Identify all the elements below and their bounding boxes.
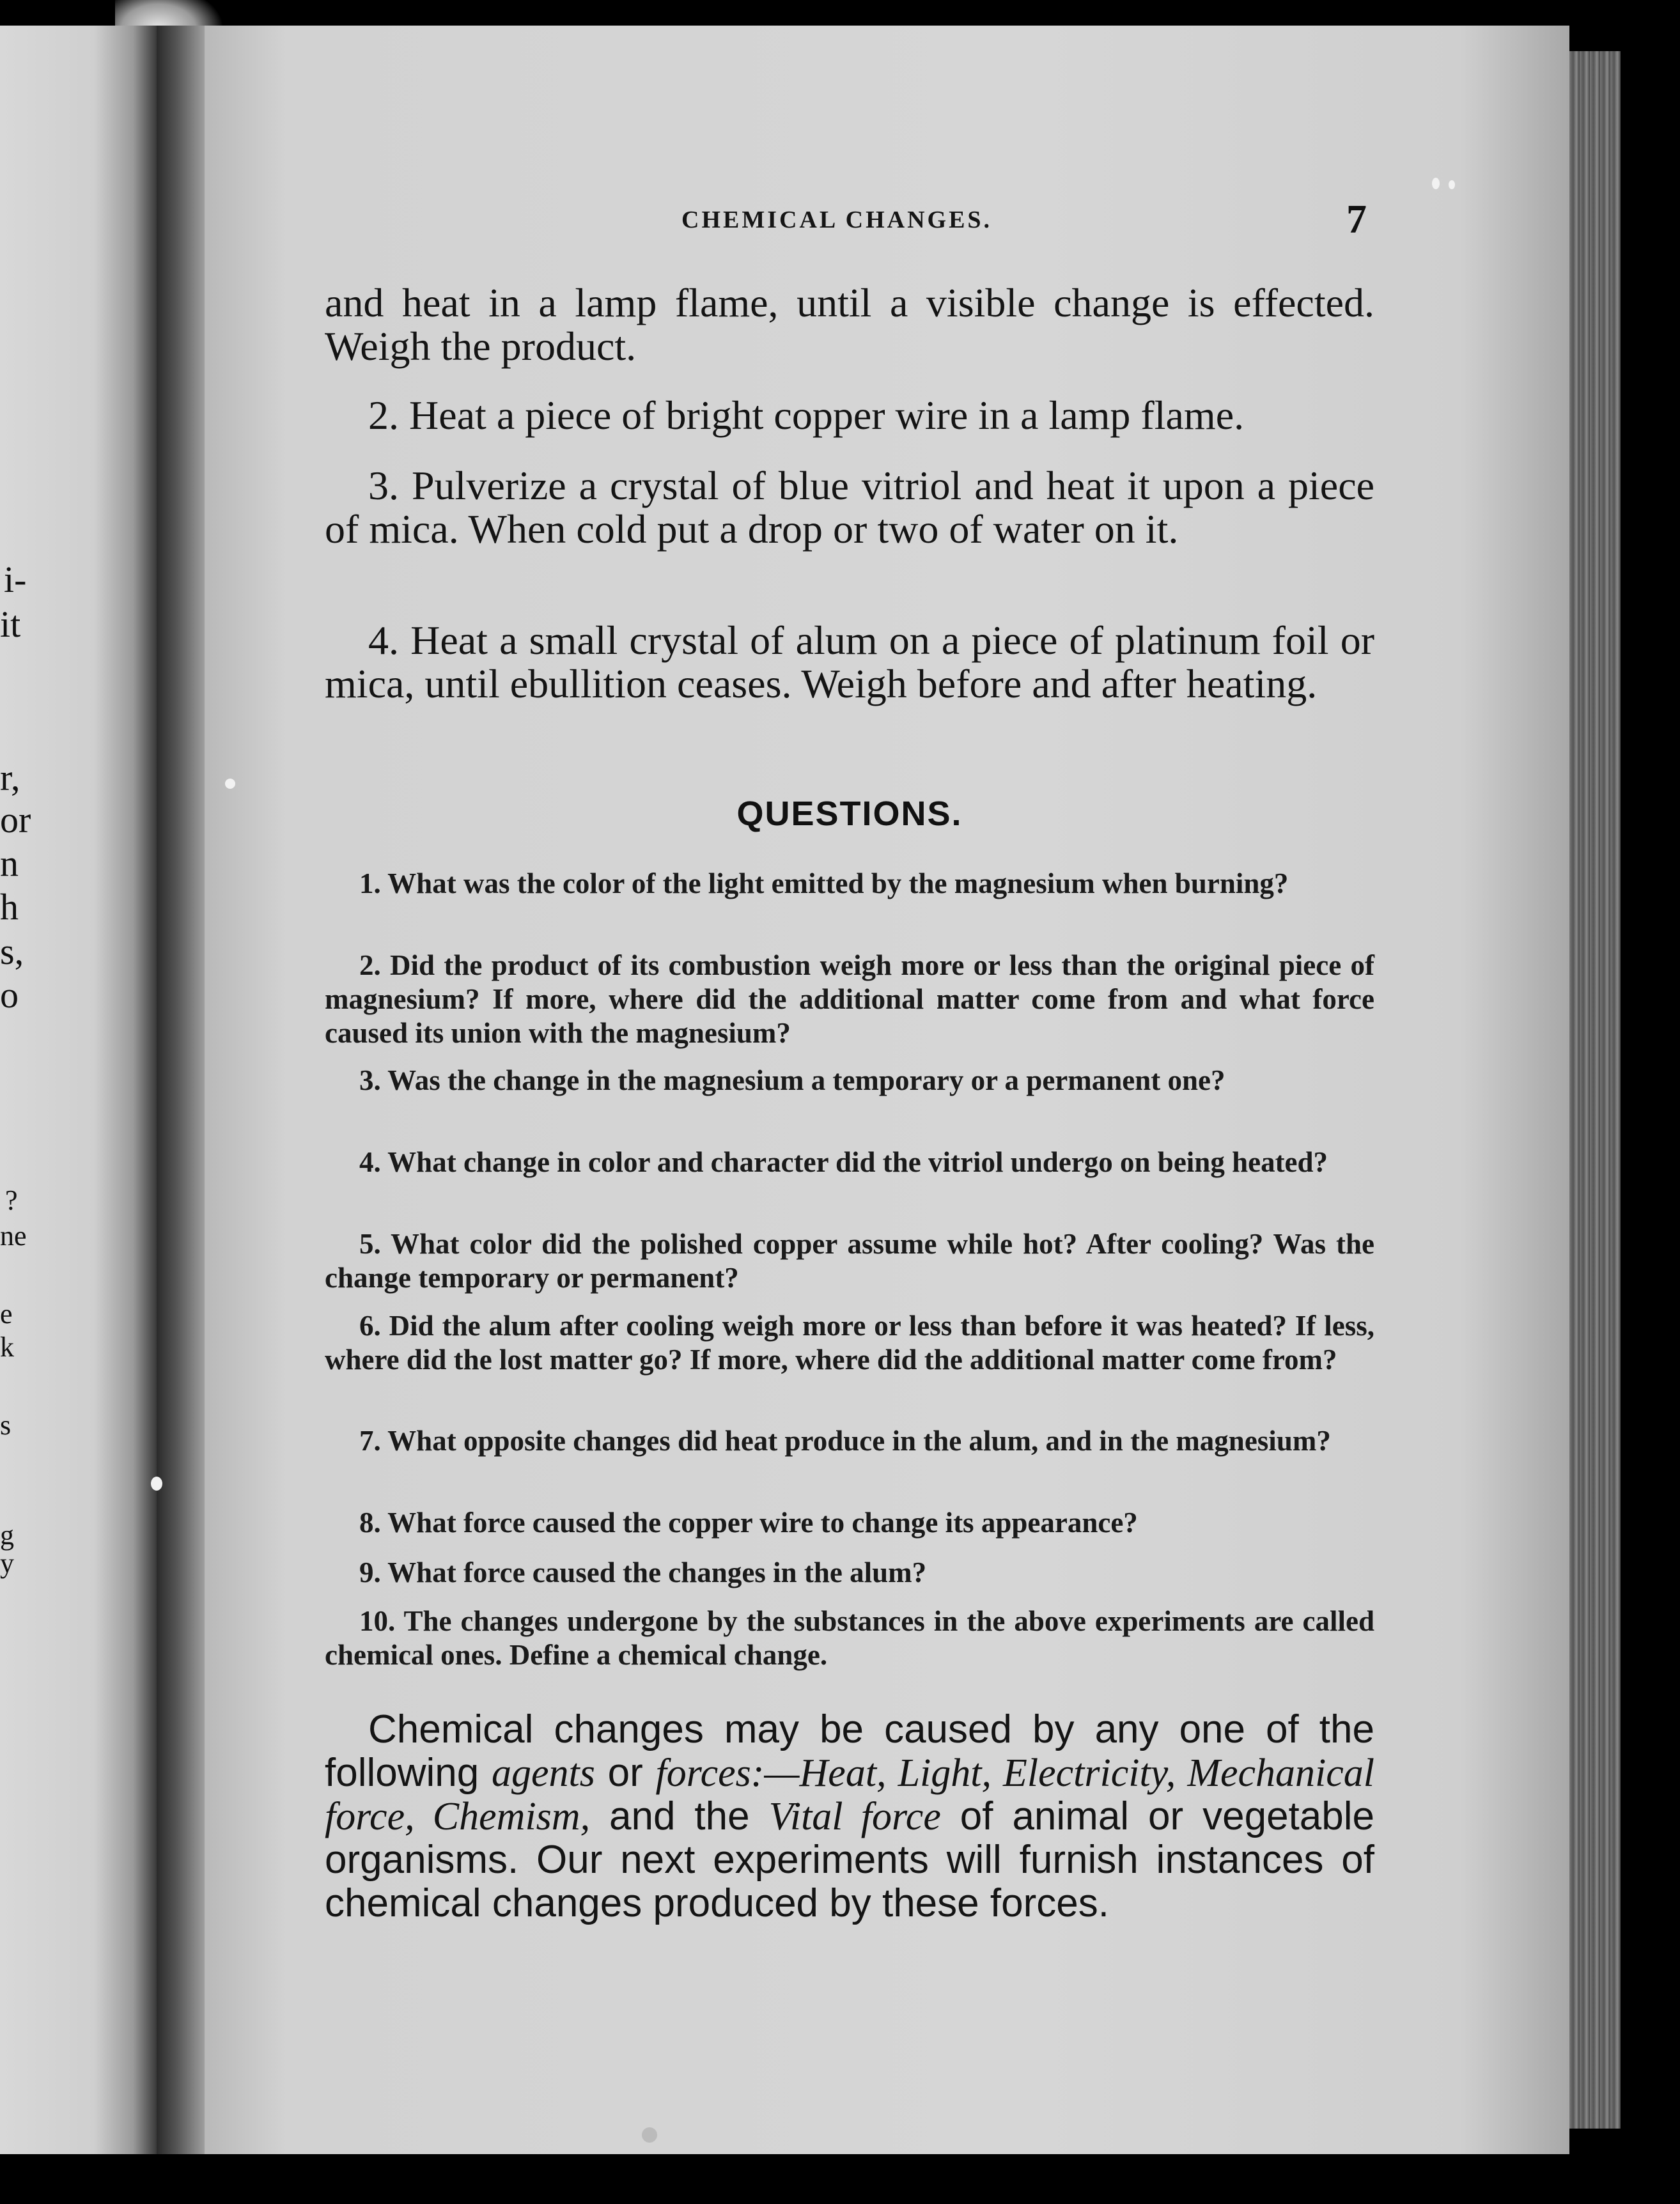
scan-speck	[151, 1477, 162, 1491]
scan-speck	[1432, 178, 1440, 189]
closing-text: of animal or vegetable organisms. Our next experiments will furnish instances of chemical changes produced by these forces.	[325, 1794, 1374, 1925]
question-item: 1. What was the color of the light emitted by the magnesium when burning?	[359, 867, 1289, 899]
page-stack-edge	[1569, 51, 1621, 2129]
left-page-fragment: h	[0, 886, 19, 927]
question-item: 3. Was the change in the magnesium a temporary or a permanent one?	[359, 1064, 1225, 1096]
left-page-fragment: ne	[0, 1220, 27, 1252]
left-page-fragment: it	[0, 603, 21, 645]
left-page-fragment: n	[0, 842, 19, 884]
question-item: 7. What opposite changes did heat produce in the alum, and in the magnesium?	[359, 1425, 1331, 1457]
experiment-4	[325, 619, 1374, 706]
paragraph-text: and heat in a lamp flame, until a visible change is effected. Weigh the product.	[325, 280, 1374, 369]
left-page-fragment: s	[0, 1409, 12, 1441]
scan-speck	[1449, 180, 1455, 189]
questions-heading: QUESTIONS.	[736, 795, 963, 833]
left-page-fragment: i-	[4, 559, 27, 600]
left-page-fragment: o	[0, 974, 19, 1016]
question-item: 8. What force caused the copper wire to change its appearance?	[359, 1507, 1138, 1539]
left-page-fragment: or	[0, 799, 31, 841]
closing-text: Chemical changes may be caused by any one of the following	[325, 1707, 1374, 1795]
closing-italic: forces:—Heat, Light, Electricity, Mechanical force, Chemism,	[325, 1751, 1374, 1838]
left-page-fragment: ?	[5, 1184, 18, 1216]
question-item: 4. What change in color and character did the vitriol undergo on being heated?	[359, 1146, 1328, 1178]
question-item: 6. Did the alum after cooling weigh more or less than before it was heated? If less, where did the lost matter go? If more, where did the additional matter come from?	[325, 1310, 1374, 1376]
question-item: 10. The changes undergone by the substances in the above experiments are called chemical ones. Define a chemical change.	[325, 1605, 1374, 1671]
closing-text: and the	[590, 1794, 769, 1838]
left-page-fragment: y	[0, 1548, 14, 1579]
question-item: 2. Did the product of its combustion weigh more or less than the original piece of magnesium? If more, where did the additional matter come from and what force caused its union with the magnesium?	[325, 949, 1374, 1049]
left-page-fragment: s,	[0, 931, 24, 972]
paragraph-continuation	[325, 281, 1374, 368]
paragraph-text: 4. Heat a small crystal of alum on a piece of platinum foil or mica, until ebullition ceases. Weigh before and after heating.	[325, 617, 1374, 706]
left-page-fragment: g	[0, 1519, 14, 1551]
closing-paragraph	[325, 1708, 1374, 1925]
left-page-edge	[0, 26, 157, 2154]
experiment-2	[325, 394, 1374, 437]
running-head: CHEMICAL CHANGES.	[681, 206, 993, 233]
closing-italic: Vital force	[768, 1795, 941, 1838]
closing-italic: agents	[492, 1751, 595, 1795]
paragraph-text: 2. Heat a piece of bright copper wire in a lamp flame.	[368, 392, 1245, 438]
question-item: 5. What color did the polished copper assume while hot? After cooling? Was the change temporary or permanent?	[325, 1228, 1374, 1294]
left-page-fragment: r,	[0, 757, 20, 798]
paragraph-text: 3. Pulverize a crystal of blue vitriol and heat it upon a piece of mica. When cold put a drop or two of water on it.	[325, 463, 1374, 552]
left-page-fragment: e	[0, 1298, 13, 1330]
left-page-fragment: k	[0, 1331, 14, 1363]
scan-speck	[225, 779, 235, 789]
experiment-3	[325, 464, 1374, 551]
closing-text: or	[595, 1751, 656, 1795]
scan-speck	[642, 2127, 657, 2143]
question-item: 9. What force caused the changes in the alum?	[359, 1556, 927, 1588]
page-number: 7	[1346, 196, 1367, 242]
